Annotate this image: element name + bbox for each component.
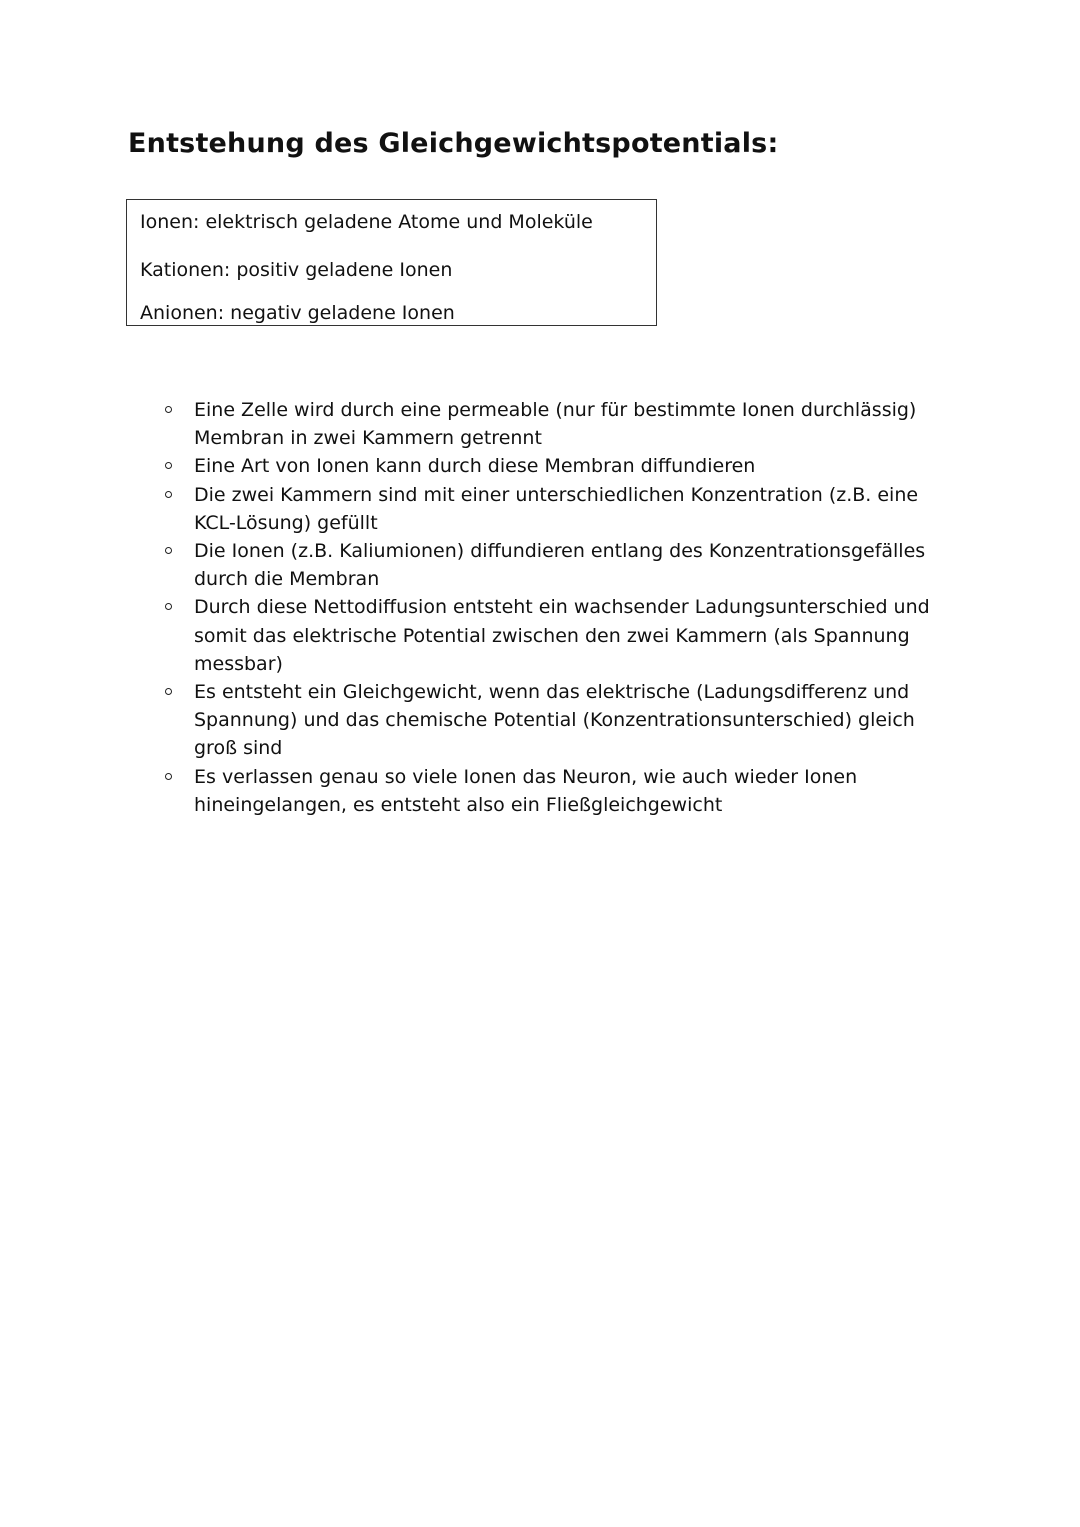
hollow-circle-bullet-icon	[165, 406, 172, 413]
list-item-text: Durch diese Nettodiffusion entsteht ein wachsender Ladungsunterschied und somit das elektrische Potential zwischen den zwei Kammern (als Spannung messbar)	[194, 596, 930, 675]
list-item-text: Die zwei Kammern sind mit einer unterschiedlichen Konzentration (z.B. eine KCL-Lösung) gefüllt	[194, 483, 919, 534]
list-item	[158, 763, 958, 819]
hollow-circle-bullet-icon	[165, 462, 172, 469]
list-item	[158, 396, 958, 452]
list-item	[158, 537, 958, 593]
hollow-circle-bullet-icon	[165, 547, 172, 554]
hollow-circle-bullet-icon	[165, 491, 172, 498]
list-item-text: Es entsteht ein Gleichgewicht, wenn das elektrische (Ladungsdifferenz und Spannung) und das chemische Potential (Konzentrationsunterschied) gleich groß sind	[194, 681, 915, 760]
list-item	[158, 593, 958, 678]
definition-kationen: Kationen: positiv geladene Ionen	[140, 259, 453, 281]
list-item	[158, 481, 958, 537]
hollow-circle-bullet-icon	[165, 603, 172, 610]
definitions-box	[126, 199, 657, 326]
list-item-text: Eine Art von Ionen kann durch diese Membran diffundieren	[194, 455, 756, 478]
list-item-text: Es verlassen genau so viele Ionen das Neuron, wie auch wieder Ionen hineingelangen, es entsteht also ein Fließgleichgewicht	[194, 765, 858, 816]
hollow-circle-bullet-icon	[165, 688, 172, 695]
list-item-text: Eine Zelle wird durch eine permeable (nur für bestimmte Ionen durchlässig) Membran in zwei Kammern getrennt	[194, 399, 917, 450]
page-title: Entstehung des Gleichgewichtspotentials:	[128, 128, 779, 159]
list-item-text: Die Ionen (z.B. Kaliumionen) diffundieren entlang des Konzentrationsgefälles durch die Membran	[194, 540, 926, 591]
list-item	[158, 678, 958, 763]
hollow-circle-bullet-icon	[165, 773, 172, 780]
definition-ionen: Ionen: elektrisch geladene Atome und Moleküle	[140, 211, 593, 233]
bullet-list	[158, 396, 958, 819]
list-item	[158, 452, 958, 480]
definition-anionen: Anionen: negativ geladene Ionen	[140, 302, 455, 324]
